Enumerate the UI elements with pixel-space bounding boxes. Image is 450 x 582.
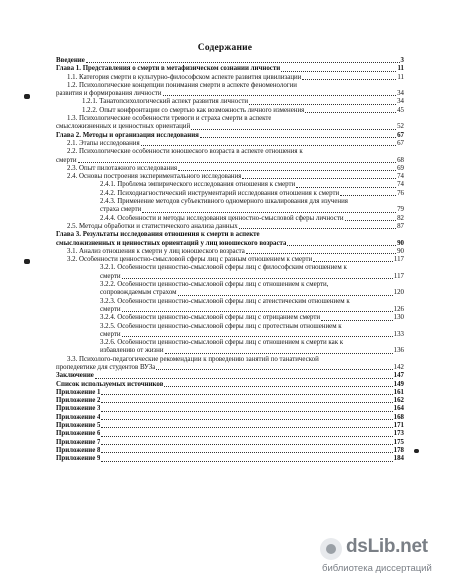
toc-entry-continuation xyxy=(56,289,404,297)
toc-page-number: 87 xyxy=(397,222,404,230)
toc-page-number: 164 xyxy=(393,405,404,413)
toc-page-number: 69 xyxy=(397,164,404,172)
dot-leader xyxy=(178,170,396,171)
toc-entry xyxy=(56,323,404,331)
toc-entry-title: Приложение 5 xyxy=(56,422,101,430)
toc-entry-title: 3.1. Анализ отношения к смерти у лиц юношеского возраста xyxy=(67,247,245,255)
dot-leader xyxy=(101,427,392,428)
watermark-logo xyxy=(320,536,440,578)
toc-entry-title: Приложение 3 xyxy=(56,405,101,413)
toc-entry-title: 2.4. Основы построения экспериментального исследования xyxy=(67,173,242,181)
toc-page-number: 175 xyxy=(393,438,404,446)
toc-entry-title: 3.2. Особенности ценностно-смысловой сферы лиц с разным отношением к смерти xyxy=(67,256,313,264)
toc-page-number: 171 xyxy=(393,422,404,430)
dot-leader xyxy=(178,295,393,296)
toc-entry xyxy=(56,339,404,347)
dot-leader xyxy=(122,336,393,337)
toc-entry-title: Введение xyxy=(56,57,85,64)
dot-leader xyxy=(281,71,396,72)
dot-leader xyxy=(200,137,396,138)
margin-mark xyxy=(414,449,419,453)
dot-leader xyxy=(101,394,392,395)
toc-page-number: 117 xyxy=(393,256,404,264)
toc-entry-title: 2.4.1. Проблема эмпирического исследования отношения к смерти xyxy=(100,181,296,189)
toc-entry-title: Заключение xyxy=(56,372,94,380)
toc-entry-continuation xyxy=(56,206,404,214)
toc-entry-title: Приложение 1 xyxy=(56,388,101,396)
toc-entry xyxy=(56,455,404,463)
toc-page-number: 68 xyxy=(397,156,404,164)
toc-page-number: 90 xyxy=(397,247,404,255)
toc-entry-title-continued: сопровождаемым страхом xyxy=(100,289,177,297)
toc-entry xyxy=(56,298,404,306)
toc-page-number: 126 xyxy=(393,305,404,313)
dot-leader xyxy=(239,228,396,229)
toc-entry-continuation xyxy=(56,306,404,314)
toc-page-number: 3 xyxy=(400,57,404,64)
toc-entry xyxy=(56,240,404,248)
dot-leader xyxy=(163,95,397,96)
toc-entry xyxy=(56,223,404,231)
toc-entry-title: Глава 3. Результаты исследования отношения к смерти в аспекте xyxy=(56,231,260,239)
toc-entry xyxy=(56,107,404,115)
toc-entry xyxy=(56,140,404,148)
toc-page-number: 147 xyxy=(393,372,404,380)
dot-leader xyxy=(86,62,400,63)
toc-page-number: 45 xyxy=(397,106,404,114)
dot-leader xyxy=(122,278,393,279)
dot-leader xyxy=(164,386,392,387)
dot-leader xyxy=(101,461,392,462)
toc-entry-title: 2.4.4. Особенности и методы исследования ценностно-смысловой сферы личности xyxy=(100,214,344,222)
dot-leader xyxy=(302,79,396,80)
toc-entry-title: Приложение 4 xyxy=(56,413,101,421)
toc-entry-title-continued: смерти xyxy=(56,156,77,164)
toc-entry xyxy=(56,215,404,223)
toc-entry xyxy=(56,356,404,364)
toc-entry-title: Приложение 6 xyxy=(56,430,101,438)
toc-entry xyxy=(56,389,404,397)
toc-page-number: 52 xyxy=(397,123,404,131)
toc-entry-title: 1.2.2. Опыт конфронтации со смертью как возможность личного изменения xyxy=(82,106,305,114)
toc-entry xyxy=(56,381,404,389)
watermark-subtitle: библиотека диссертаций xyxy=(322,563,432,574)
toc-page-number: 34 xyxy=(397,90,404,98)
toc-entry-title: Список используемых источников xyxy=(56,380,164,388)
dot-leader xyxy=(340,195,396,196)
toc-entry xyxy=(56,248,404,256)
toc-entry xyxy=(56,422,404,430)
dslib-logo-icon xyxy=(320,538,342,560)
dot-leader xyxy=(101,419,392,420)
toc-entry-title: Приложение 8 xyxy=(56,446,101,454)
toc-page-number: 67 xyxy=(397,131,404,139)
toc-entry xyxy=(56,165,404,173)
dot-leader xyxy=(287,245,396,246)
toc-entry-title: Приложение 2 xyxy=(56,397,101,405)
toc-entry-title: 1.1. Категория смерти в культурно-философском аспекте развития цивилизации xyxy=(67,73,302,81)
toc-entry-title: 2.5. Методы обработки и статистического анализа данных xyxy=(67,222,238,230)
toc-entry-continuation xyxy=(56,347,404,355)
toc-entry xyxy=(56,264,404,272)
toc-page-number: 133 xyxy=(393,330,404,338)
toc-entry-title: 2.2. Психологические особенности юношеского возраста в аспекте отношения к xyxy=(67,148,303,156)
toc-entry xyxy=(56,314,404,322)
toc-entry-title-continued: пропедевтике для студентов ВУЗа xyxy=(56,363,156,371)
toc-entry-title: 1.3. Психологические особенности тревоги и страха смерти в аспекте xyxy=(67,115,272,123)
toc-page-number: 74 xyxy=(397,173,404,181)
toc-entry-title: 1.2. Психологические концепции понимания смерти в аспекте феноменологии xyxy=(67,81,297,89)
toc-page-number: 130 xyxy=(393,314,404,322)
toc-entry-title-continued: страха смерти xyxy=(100,206,142,214)
toc-page-number: 90 xyxy=(397,239,404,247)
watermark-brand: dsLib.net xyxy=(346,536,428,557)
toc-page-number: 161 xyxy=(393,388,404,396)
dot-leader xyxy=(345,220,397,221)
toc-entry xyxy=(56,198,404,206)
toc-entry xyxy=(56,405,404,413)
toc-entry-title: смысложизненных и ценностных ориентаций у лиц юношеского возраста xyxy=(56,239,287,247)
dot-leader xyxy=(101,436,392,437)
toc-entry-title: 2.4.3. Применение методов субъективного одномерного шкалирования для изучения xyxy=(100,198,348,206)
toc-page-number: 117 xyxy=(393,272,404,280)
toc-entry-title: 3.2.3. Особенности ценностно-смысловой сферы лиц с атеистическим отношением к xyxy=(100,297,350,305)
toc-entry-title-continued: смерти xyxy=(100,272,121,280)
toc-entry xyxy=(56,231,404,239)
margin-mark xyxy=(24,94,30,99)
toc-page-number: 67 xyxy=(397,139,404,147)
toc-entry xyxy=(56,447,404,455)
toc-entry-title: 3.2.5. Особенности ценностно-смысловой сферы лиц с протестным отношением к xyxy=(100,322,342,330)
toc-entry xyxy=(56,74,404,82)
toc-entry xyxy=(56,98,404,106)
toc-page-number: 184 xyxy=(393,455,404,463)
toc-entry-continuation xyxy=(56,273,404,281)
toc-entry-title-continued: развития и формирования личности xyxy=(56,90,162,98)
toc-entry xyxy=(56,414,404,422)
dot-leader xyxy=(101,411,392,412)
toc-entry-title: 3.3. Психолого-педагогические рекомендации к проведению занятий по танатической xyxy=(67,355,319,363)
dot-leader xyxy=(246,253,396,254)
dot-leader xyxy=(321,320,393,321)
dot-leader xyxy=(313,261,393,262)
toc-entry xyxy=(56,181,404,189)
margin-mark xyxy=(24,259,30,264)
toc-page-number: 173 xyxy=(393,430,404,438)
toc-entry-title-continued: смысложизненных и ценностных ориентаций xyxy=(56,123,191,131)
toc-entry-title: Глава 2. Методы и организация исследования xyxy=(56,131,199,139)
dot-leader xyxy=(156,369,392,370)
toc-entry xyxy=(56,190,404,198)
dot-leader xyxy=(95,378,393,379)
toc-entry xyxy=(56,132,404,140)
toc-entry-continuation xyxy=(56,364,404,372)
dot-leader xyxy=(141,145,396,146)
table-of-contents xyxy=(56,57,404,464)
toc-page-number: 149 xyxy=(393,380,404,388)
toc-page-number: 120 xyxy=(393,289,404,297)
toc-page-number: 82 xyxy=(397,214,404,222)
toc-page-number: 79 xyxy=(397,206,404,214)
toc-entry-title-continued: избавлению от жизни xyxy=(100,347,164,355)
toc-entry-continuation xyxy=(56,90,404,98)
dot-leader xyxy=(242,178,396,179)
toc-entry-continuation xyxy=(56,331,404,339)
dot-leader xyxy=(165,353,393,354)
dot-leader xyxy=(249,104,396,105)
dot-leader xyxy=(142,212,396,213)
toc-page-number: 34 xyxy=(397,98,404,106)
toc-page-number: 74 xyxy=(397,181,404,189)
toc-entry xyxy=(56,256,404,264)
toc-entry xyxy=(56,173,404,181)
toc-entry-title: 3.2.2. Особенности ценностно-смысловой сферы лиц с отношением к смерти, xyxy=(100,281,329,289)
toc-entry-title: 3.2.4. Особенности ценностно-смысловой сферы лиц с отрицанием смерти xyxy=(100,314,321,322)
page-title: Содержание xyxy=(197,43,253,53)
dot-leader xyxy=(191,129,396,130)
toc-entry-title: 3.2.6. Особенности ценностно-смысловой сферы лиц с отношением к смерти как к xyxy=(100,339,344,347)
toc-entry-continuation xyxy=(56,123,404,131)
toc-entry-title: Приложение 7 xyxy=(56,438,101,446)
toc-entry xyxy=(56,281,404,289)
toc-page-number: 11 xyxy=(397,65,404,73)
toc-entry-title-continued: смерти xyxy=(100,305,121,313)
toc-page-number: 162 xyxy=(393,397,404,405)
toc-entry-title: Приложение 9 xyxy=(56,455,101,463)
toc-page-number: 142 xyxy=(393,363,404,371)
toc-page-number: 168 xyxy=(393,413,404,421)
toc-entry-title: 3.2.1. Особенности ценностно-смысловой сферы лиц с философским отношением к xyxy=(100,264,347,272)
dot-leader xyxy=(101,402,392,403)
toc-entry-title: Глава 1. Представления о смерти в метафизическом сознании личности xyxy=(56,65,281,73)
toc-page-number: 11 xyxy=(397,73,404,81)
toc-entry xyxy=(56,65,404,73)
toc-entry-title: 1.2.1. Танатопсихологический аспект развития личности xyxy=(82,98,249,106)
toc-entry xyxy=(56,57,404,65)
dot-leader xyxy=(78,162,397,163)
toc-page-number: 76 xyxy=(397,189,404,197)
dot-leader xyxy=(305,112,396,113)
toc-page-number: 136 xyxy=(393,347,404,355)
toc-entry xyxy=(56,439,404,447)
dot-leader xyxy=(122,311,393,312)
toc-page-number: 178 xyxy=(393,446,404,454)
toc-entry-title-continued: смерти xyxy=(100,330,121,338)
toc-entry xyxy=(56,82,404,90)
dot-leader xyxy=(101,444,392,445)
toc-entry xyxy=(56,148,404,156)
toc-entry xyxy=(56,115,404,123)
toc-entry-title: 2.3. Опыт пилотажного исследования xyxy=(67,164,178,172)
toc-entry xyxy=(56,372,404,380)
toc-entry xyxy=(56,397,404,405)
dot-leader xyxy=(101,452,392,453)
toc-entry xyxy=(56,430,404,438)
dot-leader xyxy=(296,187,396,188)
toc-entry-continuation xyxy=(56,157,404,165)
toc-entry-title: 2.1. Этапы исследования xyxy=(67,139,140,147)
toc-entry-title: 2.4.2. Психодиагностический инструментарий исследования отношения к смерти xyxy=(100,189,340,197)
